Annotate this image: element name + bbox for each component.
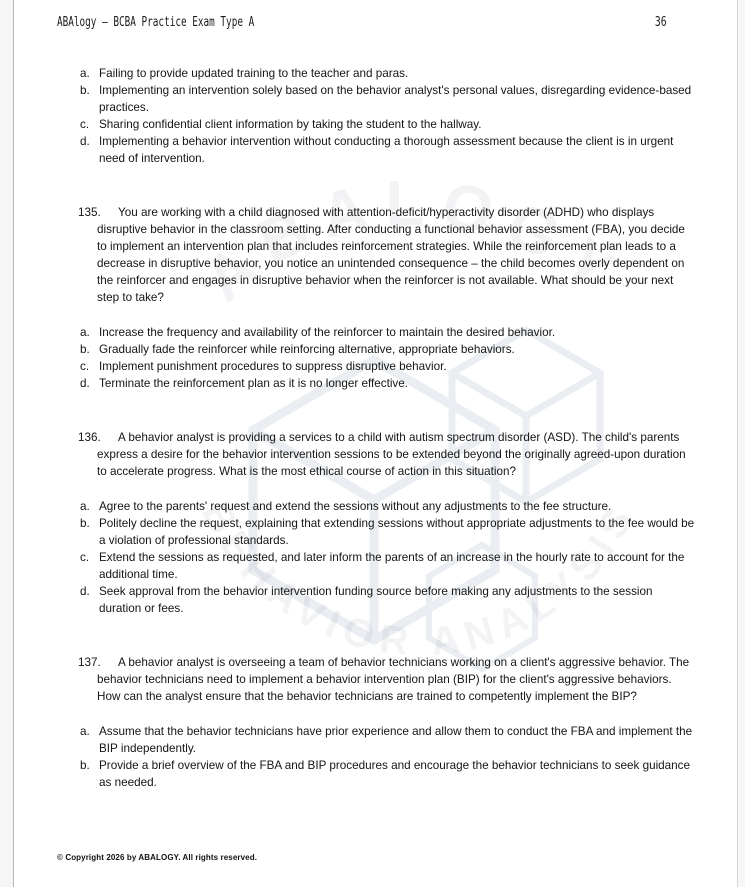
answer-options — [80, 498, 695, 617]
exam-title: ABAlogy – BCBA Practice Exam Type A — [57, 15, 255, 30]
question-text: You are working with a child diagnosed with attention-deficit/hyperactivity disorder (ADHD) who displays disruptive behavior in the classroom setting. After conducting a functional behavior assessment (FBA), you decide to implement an intervention plan that includes reinforcement strategies. While the reinforcement plan leads to a decrease in disruptive behavior, you notice an unintended consequence – the child becomes overly dependent on the reinforcer and engages in disruptive behavior when the reinforcer is not available. What should be your next step to take? — [97, 206, 685, 304]
answer-option — [80, 723, 695, 757]
option-letter: b. — [80, 84, 90, 97]
answer-option — [80, 757, 695, 791]
answer-option — [80, 358, 695, 375]
option-text: Terminate the reinforcement plan as it is no longer effective. — [99, 377, 409, 390]
question-block — [14, 204, 695, 306]
page-header — [14, 0, 737, 30]
exam-content — [14, 65, 737, 791]
answer-option — [80, 116, 695, 133]
answer-option — [80, 324, 695, 341]
watermark-arc-text-top: ABALOGY — [188, 166, 640, 316]
question-text: A behavior analyst is overseeing a team of behavior technicians working on a client's aggressive behavior. The behavior technicians need to implement a behavior intervention plan (BIP) for the client's aggressive behaviors. How can the analyst ensure that the behavior technicians are trained to competently implement the BIP? — [97, 656, 690, 703]
option-text: Implement punishment procedures to suppress disruptive behavior. — [99, 360, 447, 373]
question-number: 136. — [78, 431, 101, 444]
option-letter: c. — [80, 118, 90, 131]
option-text: Sharing confidential client information by taking the student to the hallway. — [99, 118, 482, 131]
option-text: Assume that the behavior technicians have prior experience and allow them to conduct the FBA and implement the BIP independently. — [99, 725, 693, 755]
answer-option — [80, 341, 695, 358]
answer-option — [80, 65, 695, 82]
page-footer — [57, 853, 257, 862]
option-letter: b. — [80, 343, 90, 356]
answer-option — [80, 375, 695, 392]
option-text: Failing to provide updated training to the teacher and paras. — [99, 67, 409, 80]
question-number: 135. — [78, 206, 101, 219]
question-block — [14, 654, 695, 705]
document-page — [13, 0, 738, 887]
answer-option — [80, 583, 695, 617]
answer-option — [80, 549, 695, 583]
option-letter: d. — [80, 135, 90, 148]
option-letter: a. — [80, 326, 90, 339]
copyright-text: © Copyright 2026 by ABALOGY. All rights reserved. — [57, 853, 258, 862]
option-text: Extend the sessions as requested, and later inform the parents of an increase in the hourly rate to account for the additional time. — [99, 551, 685, 581]
option-text: Implementing a behavior intervention without conducting a thorough assessment because the client is in urgent need of intervention. — [99, 135, 674, 165]
answer-options — [80, 324, 695, 392]
question-number: 137. — [78, 656, 101, 669]
option-letter: b. — [80, 517, 90, 530]
option-text: Gradually fade the reinforcer while reinforcing alternative, appropriate behaviors. — [99, 343, 515, 356]
watermark-arc-text-bottom: BEHAVIOR ANALYSIS — [193, 494, 645, 665]
option-letter: c. — [80, 551, 90, 564]
option-letter: d. — [80, 585, 90, 598]
option-letter: a. — [80, 67, 90, 80]
answer-option — [80, 515, 695, 549]
option-text: Implementing an intervention solely based on the behavior analyst's personal values, disregarding evidence-based practices. — [99, 84, 692, 114]
option-letter: b. — [80, 759, 90, 772]
option-letter: c. — [80, 360, 90, 373]
answer-option — [80, 133, 695, 167]
question-text: A behavior analyst is providing a services to a child with autism spectrum disorder (ASD). The child's parents express a desire for the behavior intervention sessions to be extended beyond the originally agreed-upon duration to accelerate progress. What is the most ethical course of action in this situation? — [97, 431, 686, 478]
option-text: Agree to the parents' request and extend the sessions without any adjustments to the fee structure. — [99, 500, 612, 513]
option-text: Increase the frequency and availability of the reinforcer to maintain the desired behavior. — [99, 326, 556, 339]
option-letter: a. — [80, 500, 90, 513]
option-letter: a. — [80, 725, 90, 738]
page-number: 36 — [655, 15, 667, 30]
option-letter: d. — [80, 377, 90, 390]
answer-options — [80, 65, 695, 167]
question-block — [14, 429, 695, 480]
answer-options — [80, 723, 695, 791]
answer-option — [80, 498, 695, 515]
option-text: Provide a brief overview of the FBA and BIP procedures and encourage the behavior technicians to seek guidance as needed. — [99, 759, 691, 789]
option-text: Politely decline the request, explaining that extending sessions without appropriate adjustments to the fee would be a violation of professional standards. — [99, 517, 695, 547]
answer-option — [80, 82, 695, 116]
option-text: Seek approval from the behavior intervention funding source before making any adjustments to the session duration or fees. — [99, 585, 653, 615]
